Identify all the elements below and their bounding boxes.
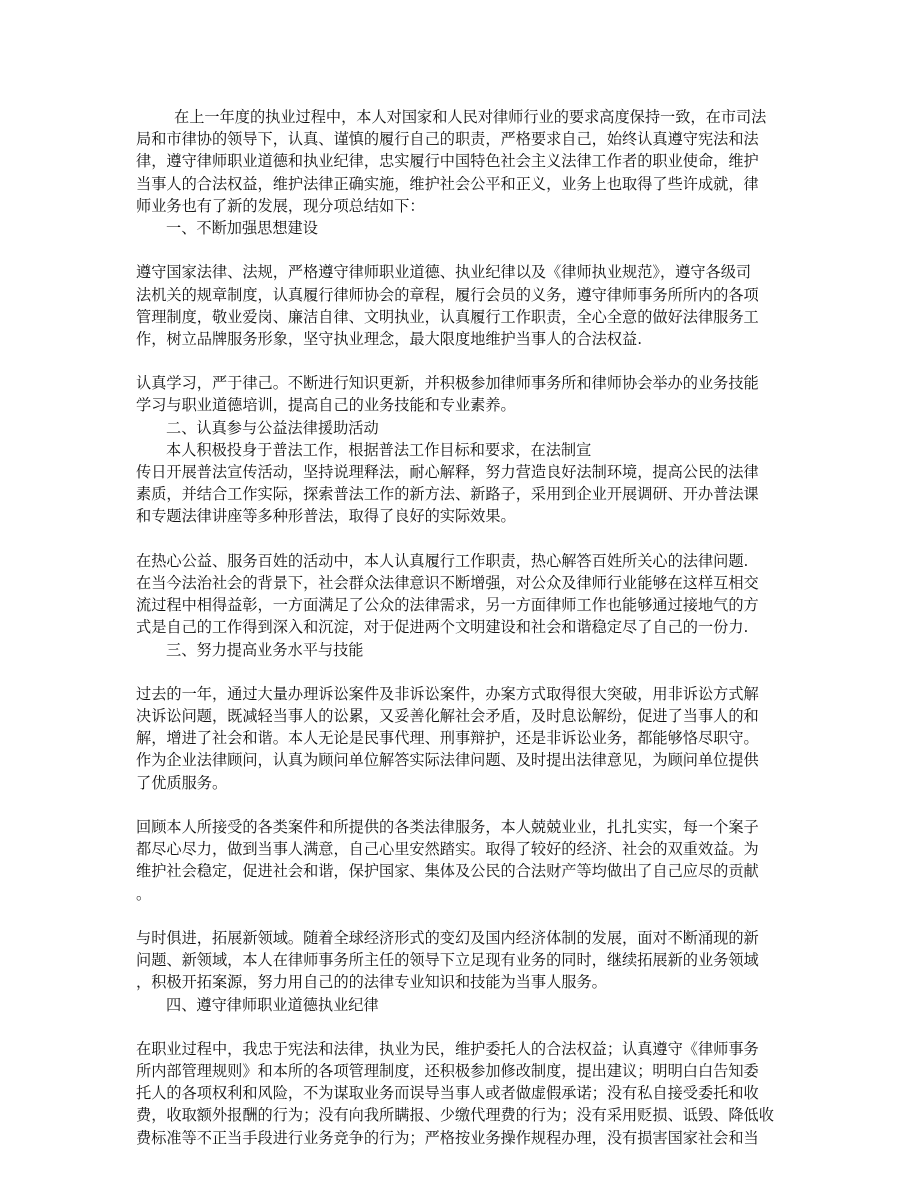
document-body	[136, 106, 784, 1149]
text-line: 解，增进了社会和谐。本人无论是民事代理、刑事辩护，还是非诉讼业务，都能够恪尽职守。	[136, 729, 759, 748]
text-line: 所内部管理规则》和本所的各项管理制度，还积极参加修改制度，提出建议；明明白白告知委	[136, 1062, 759, 1081]
text-line: 管理制度，敬业爱岗、廉洁自律、文明执业，认真履行工作职责，全心全意的做好法律服务工	[136, 307, 759, 326]
text-line: 认真学习，严于律己。不断进行知识更新，并积极参加律师事务所和律师协会举办的业务技能	[136, 374, 759, 393]
text-line: 师业务也有了新的发展，现分项总结如下：	[136, 196, 425, 215]
text-line: ，积极开拓案源，努力用自己的的法律专业知识和技能为当事人服务。	[136, 973, 607, 992]
blank-line	[136, 1016, 784, 1038]
text-line: 式是自己的工作得到深入和沉淀，对于促进两个文明建设和社会和谐稳定尽了自己的一份力.	[136, 618, 749, 637]
text-line: 和专题法律讲座等多种形普法，取得了良好的实际效果。	[136, 507, 516, 526]
text-line: 素质，并结合工作实际，探索普法工作的新方法、新路子，采用到企业开展调研、开办普法课	[136, 485, 759, 504]
text-line: 与时俱进，拓展新领域。随着全球经济形式的变幻及国内经济体制的发展，面对不断涌现的新	[136, 928, 759, 947]
text-line: 都尽心尽力，做到当事人满意，自己心里安然踏实。取得了较好的经济、社会的双重效益。为	[136, 840, 759, 859]
blank-line	[136, 794, 784, 816]
section-heading-3: 三、努力提高业务水平与技能	[166, 640, 364, 659]
text-line: 维护社会稳定，促进社会和谐，保护国家、集体及公民的合法财产等均做出了自己应尽的贡献	[136, 862, 759, 881]
text-line: 。	[136, 884, 152, 903]
text-line: 了优质服务。	[136, 773, 228, 792]
text-line: 费，收取额外报酬的行为；没有向我所瞒报、少缴代理费的行为；没有采用贬损、诋毁、降低收	[136, 1106, 774, 1125]
text-line: 律，遵守律师职业道德和执业纪律，忠实履行中国特色社会主义法律工作者的职业使命，维护	[136, 152, 759, 171]
blank-line	[136, 661, 784, 683]
text-line: 传日开展普法宣传活动，坚持说理释法，耐心解释，努力营造良好法制环境，提高公民的法律	[136, 463, 759, 481]
blank-line	[136, 350, 784, 372]
text-line: 托人的各项权利和风险，不为谋取业务而误导当事人或者做虚假承诺；没有私自接受委托和收	[136, 1084, 759, 1103]
text-line: 过去的一年，通过大量办理诉讼案件及非诉讼案件，办案方式取得很大突破，用非诉讼方式解	[136, 684, 759, 703]
text-line: 遵守国家法律、法规，严格遵守律师职业道德、执业纪律以及《律师执业规范》，遵守各级司	[136, 263, 752, 282]
blank-line	[136, 239, 784, 261]
section-heading-1: 一、不断加强思想建设	[166, 218, 318, 237]
text-line: 学习与职业道德培训，提高自己的业务技能和专业素养。	[136, 396, 516, 415]
text-line: 流过程中相得益彰，一方面满足了公众的法律需求，另一方面律师工作也能够通过接地气的方	[136, 596, 759, 615]
text-line: 当事人的合法权益，维护法律正确实施，维护社会公平和正义，业务上也取得了些许成就，律	[136, 174, 759, 193]
text-line: 回顾本人所接受的各类案件和所提供的各类法律服务，本人兢兢业业，扎扎实实，每一个案子	[136, 818, 759, 836]
text-line: 在上一年度的执业过程中，本人对国家和人民对律师行业的要求高度保持一致，在市司法	[174, 108, 767, 126]
text-line: 费标准等不正当手段进行业务竞争的行为；严格按业务操作规程办理，没有损害国家社会和当	[136, 1128, 759, 1147]
text-line: 作为企业法律顾问，认真为顾问单位解答实际法律问题、及时提出法律意见，为顾问单位提供	[136, 751, 759, 770]
section-heading-4: 四、遵守律师职业道德执业纪律	[166, 995, 379, 1014]
text-line: 在当今法治社会的背景下，社会群众法律意识不断增强，对公众及律师行业能够在这样互相交	[136, 573, 759, 592]
text-line: 决诉讼问题，既减轻当事人的讼累，又妥善化解社会矛盾，及时息讼解纷，促进了当事人的和	[136, 707, 759, 726]
text-line: 问题、新领域，本人在律师事务所主任的领导下立足现有业务的同时，继续拓展新的业务领域	[136, 951, 759, 970]
text-line: 作，树立品牌服务形象，坚守执业理念，最大限度地维护当事人的合法权益.	[136, 329, 643, 348]
text-line: 本人积极投身于普法工作，根据普法工作目标和要求，在法制宣	[166, 440, 592, 459]
blank-line	[136, 905, 784, 927]
blank-line	[136, 528, 784, 550]
section-heading-2: 二、认真参与公益法律援助活动	[166, 418, 379, 437]
text-line: 局和市律协的领导下，认真、谨慎的履行自己的职责，严格要求自己，始终认真遵守宪法和法	[136, 130, 759, 149]
text-line: 在热心公益、服务百姓的活动中，本人认真履行工作职责，热心解答百姓所关心的法律问题.	[136, 551, 749, 570]
text-line: 法机关的规章制度，认真履行律师协会的章程，履行会员的义务，遵守律师事务所所内的各项	[136, 285, 759, 304]
text-line: 在职业过程中，我忠于宪法和法律，执业为民，维护委托人的合法权益；认真遵守《律师事务	[136, 1039, 759, 1058]
